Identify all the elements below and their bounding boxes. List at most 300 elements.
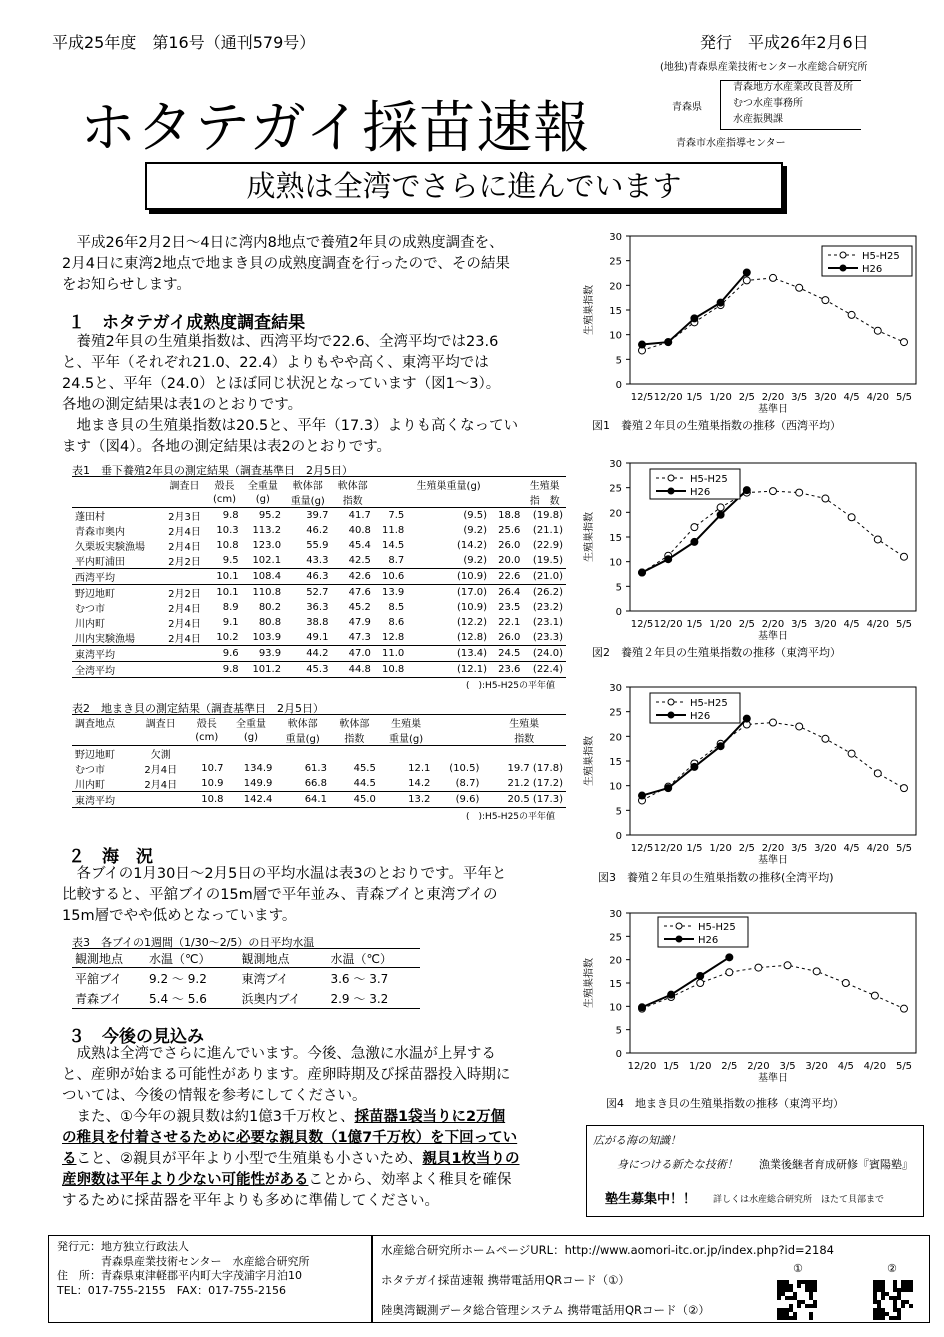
qr-module (813, 1304, 817, 1308)
table-cell: (9.2) (463, 525, 488, 536)
publisher-institute: (地独)青森県産業技術センター水産総合研究所 (660, 62, 868, 73)
qr-module (789, 1296, 793, 1300)
x-tick-label: 4/5 (843, 619, 860, 630)
legend-marker (668, 488, 674, 494)
data-point (743, 487, 750, 494)
table-cell: 10.8 (216, 540, 239, 551)
qr-module (885, 1312, 889, 1316)
data-point (639, 1004, 646, 1011)
data-point (848, 311, 855, 318)
header-cell: 軟体部 (337, 481, 368, 492)
data-point (874, 536, 881, 543)
legend-marker (840, 252, 846, 258)
table-cell: 45.5 (353, 763, 376, 774)
data-point (639, 792, 646, 799)
table-cell: (21.1) (532, 525, 563, 536)
text-line: と、産卵が始まる可能性があります。産卵時期及び採苗器投入時期に (62, 1067, 511, 1083)
qr-module (781, 1288, 785, 1292)
header-cell: 生殖巣 (391, 719, 422, 730)
table-cell: 42.5 (348, 555, 371, 566)
headline-box (145, 162, 783, 210)
table-cell: 8.7 (388, 555, 405, 566)
table-cell: 134.9 (243, 763, 273, 774)
x-axis-label: 基準日 (758, 1073, 788, 1084)
data-point (796, 489, 803, 496)
header-cell: 殻長 (196, 719, 217, 730)
qr-module (789, 1284, 793, 1288)
table-cell: (13.4) (456, 648, 488, 659)
org-item: 水産振興課 (733, 114, 783, 125)
qr-module (905, 1284, 909, 1288)
qr-module (785, 1312, 789, 1316)
legend-marker (676, 936, 682, 942)
table-cell: 64.1 (304, 794, 327, 805)
y-tick-label: 5 (615, 582, 622, 594)
qr-module (881, 1308, 885, 1312)
x-tick-label: 3/5 (779, 1061, 796, 1072)
text-line: 比較すると、平舘ブイの15m層で平年並み、青森ブイと東湾ブイの (62, 887, 498, 903)
table-cell: 野辺地町 (75, 589, 115, 600)
publication-date: 発行 平成26年2月6日 (700, 33, 869, 52)
table-cell: 18.8 (498, 510, 521, 521)
legend-label: H5-H25 (862, 251, 900, 262)
data-point (743, 277, 750, 284)
series-line (642, 490, 747, 572)
legend-marker (668, 475, 674, 481)
table-cell: 欠測 (150, 750, 171, 761)
y-tick-label: 10 (609, 1002, 622, 1014)
table-cell: 22.6 (498, 571, 521, 582)
table-cell: 2月4日 (144, 780, 178, 791)
text-line (62, 1170, 592, 1191)
qr-module (905, 1300, 909, 1304)
qr-module (897, 1316, 901, 1320)
text-run: こと、②親貝が平年より小型で生殖巣も小さいため、 (76, 1151, 423, 1167)
header-cell: 観測地点 (241, 951, 290, 966)
x-tick-label: 4/20 (863, 1061, 887, 1072)
text-line: 住 所：青森県東津軽郡平内町大字茂浦字月泊10 (57, 1269, 302, 1282)
qr-module (797, 1304, 801, 1308)
city-center: 青森市水産指導センター (676, 138, 786, 149)
qr-module (785, 1284, 789, 1288)
table-cell: むつ市 (75, 604, 105, 615)
header-cell (490, 492, 523, 508)
y-tick-label: 15 (609, 306, 622, 317)
emphasis: る (62, 1151, 77, 1167)
table-cell: (23.3) (532, 632, 563, 643)
y-tick-label: 0 (615, 831, 622, 842)
table-cell (134, 792, 187, 808)
table-header-row (72, 477, 566, 493)
table-cell: 2月4日 (144, 765, 178, 776)
table-cell: (23.2) (532, 602, 563, 613)
table-cell: 23.5 (498, 602, 521, 613)
table-cell: 3.6 ～ 3.7 (330, 971, 389, 986)
qr-module (785, 1308, 789, 1312)
qr-module (809, 1312, 813, 1316)
table-cell (379, 746, 434, 762)
x-tick-label: 12/5 (630, 843, 654, 854)
y-tick-label: 25 (609, 256, 622, 268)
table-cell: 9.2 ～ 9.2 (149, 971, 207, 986)
table-row (72, 615, 566, 630)
table3 (72, 948, 420, 1009)
qr-module (793, 1312, 797, 1316)
table-cell: 10.9 (201, 778, 224, 789)
emphasis: の稚貝を付着させるために必要な親貝数（1億7千万枚）を下回ってい (62, 1130, 518, 1146)
qr-module (809, 1316, 813, 1320)
qr-module (777, 1288, 781, 1292)
emphasis: 採苗器1袋当りに2万個 (354, 1109, 506, 1125)
table-cell: 49.1 (306, 632, 329, 643)
table-cell: 7.5 (388, 510, 405, 521)
table-cell (162, 646, 208, 662)
table-cell: 43.3 (306, 555, 329, 566)
table-cell: 10.3 (216, 525, 239, 536)
series-line (642, 278, 904, 351)
promo-line: 身につける新たな技術！ (617, 1158, 738, 1171)
series-line (642, 719, 747, 796)
qr-module (889, 1316, 893, 1320)
header-cell: 軟体部 (339, 719, 370, 730)
fig4-caption: 図4 地まき貝の生殖巣指数の推移（東湾平均） (606, 1097, 844, 1110)
x-tick-label: 3/20 (814, 843, 837, 854)
text-run: また、①今年の親貝数は約1億3千万枚と、 (62, 1109, 355, 1125)
table-row (72, 508, 566, 524)
header-cell (433, 715, 482, 731)
qr-module (777, 1296, 781, 1300)
table-cell: 10.8 (382, 664, 405, 675)
header-cell: 生殖巣 (509, 719, 540, 730)
header-cell (162, 492, 208, 508)
table-cell: 2月4日 (168, 604, 201, 615)
table-cell: 47.9 (348, 617, 371, 628)
data-point (691, 315, 698, 322)
header-cell: (g) (255, 494, 270, 505)
table-cell: 47.6 (348, 587, 371, 598)
x-tick-label: 1/5 (686, 619, 703, 630)
header-cell: 全重量 (235, 719, 266, 730)
table-cell: (12.2) (456, 617, 488, 628)
table-row (72, 600, 566, 615)
qr-module (801, 1280, 805, 1284)
x-tick-label: 12/20 (627, 1061, 657, 1072)
x-tick-label: 1/20 (688, 1061, 712, 1072)
fig2-caption: 図2 養殖２年貝の生殖巣指数の推移（東湾平均） (592, 646, 841, 659)
table-cell: 23.6 (498, 664, 521, 675)
data-point (668, 991, 675, 998)
qr2-mark: ② (887, 1262, 897, 1275)
table2-caption: 表2 地まき貝の測定結果（調査基準日 2月5日） (72, 702, 324, 715)
header-cell: 水温（℃） (330, 951, 392, 966)
x-tick-label: 3/20 (805, 1061, 828, 1072)
header-cell: 生殖巣重量(g) (416, 481, 481, 492)
header-cell (407, 492, 490, 508)
qr-module (885, 1292, 889, 1296)
y-tick-label: 20 (609, 508, 622, 520)
promo-line: 漁業後継者育成研修『賓陽塾』 (759, 1158, 913, 1171)
header-cell: 重量(g) (389, 734, 424, 745)
qr-module (901, 1288, 905, 1292)
data-point (901, 785, 908, 792)
y-tick-label: 25 (609, 932, 622, 944)
table-cell: 2月4日 (168, 619, 201, 630)
table-cell: 110.8 (252, 587, 282, 598)
table2 (72, 714, 566, 808)
section1-body (62, 332, 592, 458)
table-cell: (22.4) (532, 664, 563, 675)
table-cell: 101.2 (252, 664, 282, 675)
section2-title: ２ 海 況 (68, 847, 153, 867)
text-line: 24.5と、平年（24.0）とほぼ同じ状況となっています（図1～3）。 (62, 376, 501, 392)
table-cell: (21.0) (532, 571, 563, 582)
table-cell: 平内町浦田 (75, 557, 125, 568)
data-point (901, 553, 908, 560)
data-point (848, 750, 855, 757)
header-cell (134, 730, 187, 746)
homepage-url[interactable]: 水産総合研究所ホームページURL：http://www.aomori-itc.or.jp/index.php?id=2184 (381, 1243, 834, 1257)
qr-module (877, 1308, 881, 1312)
header-cell: 調査日 (169, 481, 200, 492)
x-tick-label: 3/5 (791, 843, 808, 854)
y-tick-label: 0 (615, 1049, 622, 1060)
table-cell: 103.9 (252, 632, 282, 643)
x-tick-label: 1/5 (663, 1061, 680, 1072)
table-cell: 61.3 (304, 763, 327, 774)
legend-label: H5-H25 (698, 922, 736, 933)
table-cell: 川内実験漁場 (75, 634, 135, 645)
x-tick-label: 2/5 (738, 392, 755, 403)
table-row (72, 630, 566, 646)
text-line (62, 1107, 592, 1128)
qr-module (789, 1308, 793, 1312)
qr-module (897, 1292, 901, 1296)
y-tick-label: 0 (615, 380, 622, 391)
text-line: ついては、今後の情報を参考にしてください。 (62, 1088, 367, 1104)
qr-module (785, 1316, 789, 1320)
qr-module (805, 1280, 809, 1284)
x-tick-label: 5/5 (895, 1061, 913, 1072)
table-cell: (9.2) (463, 555, 488, 566)
x-tick-label: 5/5 (895, 392, 913, 403)
legend-label: H26 (862, 264, 883, 275)
x-tick-label: 4/5 (837, 1061, 854, 1072)
y-tick-label: 20 (609, 732, 622, 744)
x-tick-label: 4/20 (866, 843, 890, 854)
x-tick-label: 2/20 (761, 619, 785, 630)
table-cell (227, 746, 276, 762)
y-tick-label: 20 (609, 955, 622, 967)
table-cell: 80.8 (258, 617, 282, 628)
table-cell: 40.8 (348, 525, 371, 536)
table-cell: (8.7) (455, 778, 480, 789)
header-cell (374, 477, 407, 493)
table-cell: 10.1 (216, 587, 239, 598)
qr-code-2[interactable] (873, 1280, 913, 1320)
data-point (726, 954, 733, 961)
qr-module (905, 1280, 909, 1284)
qr-module (901, 1304, 905, 1308)
table-cell: 東湾ブイ (241, 971, 289, 986)
table-cell: 45.0 (353, 794, 376, 805)
data-point (665, 556, 672, 563)
data-point (822, 735, 829, 742)
table-row (72, 968, 420, 989)
table-cell: 44.5 (353, 778, 376, 789)
qr-module (881, 1312, 885, 1316)
header-cell: 指数 (344, 734, 365, 745)
table-cell: 22.1 (498, 617, 521, 628)
table-cell: 66.8 (304, 778, 327, 789)
table-cell: (19.8) (532, 510, 563, 521)
data-point (743, 715, 750, 722)
qr-module (809, 1292, 813, 1296)
table-header-row (72, 715, 566, 731)
qr-module (777, 1316, 781, 1320)
qr-module (813, 1288, 817, 1292)
table-cell: 12.1 (408, 763, 431, 774)
header-cell: 調査地点 (75, 719, 115, 730)
qr-module (805, 1288, 809, 1292)
qr-module (897, 1288, 901, 1292)
qr-module (789, 1288, 793, 1292)
x-tick-label: 2/20 (761, 843, 785, 854)
table-cell: 123.0 (252, 540, 282, 551)
text-line: 各地の測定結果は表1のとおりです。 (62, 397, 303, 413)
table-cell: 21.2 (17.2) (507, 778, 563, 789)
qr-module (901, 1300, 905, 1304)
table2-note: ( ):H5-H25の平年値 (466, 812, 556, 822)
table-cell: 20.0 (498, 555, 521, 566)
table-cell: 142.4 (243, 794, 273, 805)
table-cell: 41.7 (348, 510, 371, 521)
qr-module (781, 1308, 785, 1312)
table-cell: 108.4 (252, 571, 282, 582)
org-item: 青森地方水産業改良普及所 (733, 82, 853, 93)
table-cell: 東湾平均 (75, 796, 115, 807)
header-cell: 重量(g) (290, 496, 325, 507)
legend-label: H26 (698, 935, 719, 946)
qr2-label: 陸奥湾観測データ総合管理システム 携帯電話用QRコード（②） (381, 1303, 710, 1317)
table-row (72, 776, 566, 792)
table-cell: 52.7 (306, 587, 329, 598)
qr-module (873, 1292, 877, 1296)
table3-caption: 表3 各ブイの1週間（1/30～2/5）の日平均水温 (72, 936, 315, 949)
qr-module (793, 1316, 797, 1320)
legend-marker (676, 923, 682, 929)
qr-module (893, 1288, 897, 1292)
table-row (72, 746, 566, 762)
table-cell: (12.8) (456, 632, 488, 643)
table-cell: 14.2 (408, 778, 431, 789)
y-axis-label: 生殖巣指数 (584, 512, 595, 562)
table-cell: 8.9 (222, 602, 239, 613)
text-line: 15m層でやや低めとなっています。 (62, 908, 297, 924)
x-axis-label: 基準日 (758, 404, 788, 415)
qr-module (873, 1312, 877, 1316)
header-cell: 調査日 (145, 719, 176, 730)
table-cell: 39.7 (306, 510, 329, 521)
table-cell: 36.3 (306, 602, 329, 613)
table-cell: 西湾平均 (75, 573, 115, 584)
qr-code-1[interactable] (777, 1280, 817, 1320)
data-point (717, 743, 724, 750)
data-point (691, 538, 698, 545)
table-row (72, 553, 566, 569)
table-cell: 9.8 (222, 664, 239, 675)
header-cell: 生殖巣 (529, 481, 560, 492)
qr-module (873, 1296, 877, 1300)
table-row (72, 792, 566, 808)
table-cell: (17.0) (456, 587, 488, 598)
qr-module (881, 1288, 885, 1292)
table-cell: 8.6 (388, 617, 405, 628)
qr-module (781, 1312, 785, 1316)
table-cell: 10.7 (201, 763, 224, 774)
qr-module (893, 1300, 897, 1304)
table-header-row (72, 492, 566, 508)
table-cell: 11.8 (382, 525, 405, 536)
publisher-info (48, 1235, 372, 1323)
table-cell: 川内町 (75, 619, 105, 630)
qr1-mark: ① (793, 1262, 803, 1275)
qr-module (797, 1284, 801, 1288)
qr-module (897, 1312, 901, 1316)
qr-module (785, 1288, 789, 1292)
qr-module (873, 1308, 877, 1312)
qr-module (789, 1316, 793, 1320)
table-cell: 44.8 (348, 664, 371, 675)
table-cell: 24.5 (498, 648, 521, 659)
y-tick-label: 5 (615, 1025, 622, 1037)
section3-body (62, 1044, 592, 1212)
links-box (372, 1235, 930, 1323)
data-point (901, 339, 908, 346)
text-line: 平成26年2月2日～4日に湾内8地点で養殖2年貝の成熟度調査を、 (62, 235, 504, 251)
table-cell: 9.6 (222, 648, 239, 659)
y-tick-label: 10 (609, 781, 622, 793)
table-cell: 20.5 (17.3) (507, 794, 563, 805)
table-cell: 102.1 (252, 555, 282, 566)
header-cell (72, 477, 162, 493)
qr-module (877, 1304, 881, 1308)
qr-module (877, 1284, 881, 1288)
data-point (822, 297, 829, 304)
qr-module (905, 1288, 909, 1292)
qr-module (873, 1284, 877, 1288)
y-tick-label: 15 (609, 533, 622, 544)
x-tick-label: 1/20 (709, 843, 732, 854)
qr-module (777, 1312, 781, 1316)
data-point (665, 339, 672, 346)
qr-module (877, 1300, 881, 1304)
data-point (770, 719, 777, 726)
table-cell: 25.6 (498, 525, 521, 536)
qr-module (785, 1280, 789, 1284)
x-tick-label: 2/5 (738, 843, 755, 854)
x-axis-label: 基準日 (758, 855, 788, 866)
qr-module (781, 1280, 785, 1284)
table-cell: (23.1) (532, 617, 563, 628)
x-tick-label: 1/5 (686, 843, 703, 854)
table-cell: 80.2 (258, 602, 282, 613)
legend-marker (840, 265, 846, 271)
table-cell: 2月4日 (168, 527, 201, 538)
x-tick-label: 12/20 (653, 843, 683, 854)
x-tick-label: 4/20 (866, 392, 890, 403)
data-point (874, 770, 881, 777)
qr-module (805, 1284, 809, 1288)
